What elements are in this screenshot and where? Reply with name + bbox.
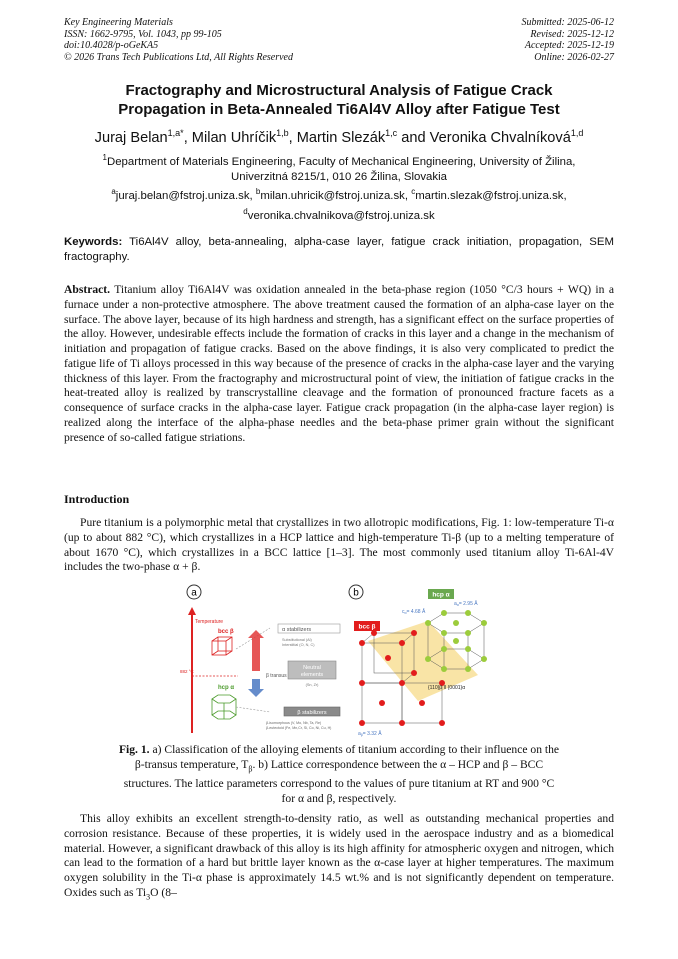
figure-panel-a [180, 585, 340, 733]
lattice-param-ca [402, 608, 426, 615]
journal-name: Key Engineering Materials [64, 17, 173, 28]
alpha-stab-interstitial: Interstitial (O, N, C) [282, 643, 315, 647]
email-sup: c [411, 187, 416, 196]
title-line-1: Fractography and Microstructural Analysis of Fatigue Crack [125, 82, 553, 99]
temperature-arrow-head [188, 607, 196, 615]
svg-text:aβ= 3.32 Å: $a_\beta= 3.32$ Å [358, 731, 382, 738]
panel-b-label: b [353, 587, 359, 599]
intro-p2-subscript: 3 [146, 892, 151, 902]
abstract [64, 283, 614, 445]
hcp-prism-icon [212, 695, 236, 719]
beta-stabilizers-label: β stabilizers [297, 710, 327, 716]
intro-p2-text-end: O (8– [150, 885, 177, 899]
caption-text-1: a) Classification of the alloying elements of titanium according to their influence on the β-transus temperature, T [134, 743, 560, 771]
email-list [40, 184, 638, 224]
email-sup: b [255, 187, 261, 196]
journal-header-right [522, 17, 615, 63]
caption-text-2: . b) Lattice correspondence between the α – HCP and β – BCC structures. The lattice parameters correspond to the values of pure titanium at RT and 900 °C for α and β, respectively. [123, 757, 555, 805]
author-list: Juraj Belan$^{1,a*}$, Milan Uhríčik$^{1,b}$, Martin Slezák$^{1,c}$ and Veronika Chvalníková$^{1,d}$ [94, 128, 584, 146]
caption-subscript: β [248, 764, 253, 774]
orientation-relation-label: {110}β II {0001}α [428, 685, 466, 691]
intro-p2-text: This alloy exhibits an excellent strength-to-density ratio, as well as outstanding mechanical properties and corrosion resistance. Because of these properties, it is widely used in the aerospace industry and as a biomedical material. However, a significant drawback of this alloy is its high affinity for atmospheric oxygen and nitrogen, which can lead to the formation of a hard but brittle layer known as the α-case layer at higher temperatures. The maximum oxygen solubility in the Ti-α phase is approximately 14.5 wt.% and is not significantly dependent on temperature. Oxides such as Ti [64, 812, 614, 899]
section-heading-introduction: Introduction [64, 492, 130, 506]
paper-title [40, 81, 638, 119]
affiliation [50, 150, 628, 185]
elements-label: elements [300, 672, 324, 678]
neutral-label: Neutral [303, 665, 321, 671]
panel-a-label: a [191, 587, 197, 599]
affiliation-sup: 1 [102, 153, 107, 162]
hcp-guide-line [236, 707, 270, 712]
email-link[interactable]: milan.uhricik@fstroj.uniza.sk, [260, 189, 409, 202]
revised-date: Revised: 2025-12-12 [530, 28, 614, 40]
beta-eutectoid-label: β-eutectoid (Fe, Mn,Cr, Si, Co, Ni, Cu, H) [266, 726, 332, 730]
online-date: Online: 2026-02-27 [534, 51, 614, 63]
svg-text:cα= 4.68 Å: $c_\alpha= 4.68$ Å [402, 609, 426, 616]
author-name: Milan Uhríčik [191, 129, 277, 146]
intro-paragraph-2 [64, 812, 614, 905]
bcc-cube-icon [212, 637, 232, 655]
caption-label: Fig. 1. [118, 743, 150, 756]
email-sup: d [243, 206, 248, 216]
issn-line: ISSN: 1662-9795, Vol. 1043, pp 99-105 [64, 28, 222, 40]
submitted-date: Submitted: 2025-06-12 [521, 17, 614, 28]
beta-transus-label: β transus [266, 673, 287, 679]
affiliation-line-1: Department of Materials Engineering, Faculty of Mechanical Engineering, University of Žilina, [106, 155, 576, 168]
author-sup: 1,a* [167, 128, 184, 138]
intro-p1-text: Pure titanium is a polymorphic metal that crystallizes in two allotropic modifications, Fig. 1: low-temperature Ti-α (up to about 882 °C), which crystallizes in a HCP lattice and high-temperature Ti-β (up to a melting temperature of about 1670 °C), which crystallizes in a BCC lattice [1–3]. The most commonly used titanium alloy Ti-6Al-4V includes the two-phase α + β. [64, 516, 614, 574]
figure-panel-b [349, 585, 487, 737]
beta-isomorphous-label: β-isomorphous (V, Mo, Nb, Ta, Re) [266, 721, 322, 725]
author-and: and [401, 129, 426, 146]
bcc-beta-tag-label: bcc β [358, 623, 376, 631]
author-name: Martin Slezák [296, 129, 386, 146]
abstract-text: Titanium alloy Ti6Al4V was oxidation annealed in the beta-phase region (1050 °C/3 hours + WQ) in a furnace under a non-protective atmosphere. The above treatment caused the formation of an alpha-case layer on the surface. The above layer, because of its high hardness and strength, has a significant effect on the surface properties of the alloy. However, undesirable effects include the formation of cracks in this layer and a change in the mechanism of initiation and propagation of fatigue cracks. Based on the above findings, it is also very complicated to predict the fatigue life of Ti alloys processed in this way because of the presence of cracks in the alpha-case layer and the varying thickness of this layer. From the fractography and microstructural point of view, the initiation of fatigue cracks in the heat-treated alloy is realized by transcrystalline cleavage and the formation of pronounced fracture facets as a consequence of surface cracks in the alpha-case layer. Fatigue crack propagation (in the alpha-case layer region) is realized along the interface of the alpha-phase needles and the beta-phase primer grain without the significant presence of so-called fatigue striations. [64, 283, 614, 444]
affiliation-line-2: Univerzitná 8215/1, 010 26 Žilina, Slovakia [231, 170, 447, 183]
author-name: Veronika Chvalníková [429, 129, 571, 146]
title-line-2: Propagation in Beta-Annealed Ti6Al4V Alloy after Fatigue Test [118, 101, 560, 118]
email-link[interactable]: martin.slezak@fstroj.uniza.sk, [415, 189, 567, 202]
temp-882-label: 882 °C [180, 669, 194, 674]
temperature-label: Temperature [195, 619, 224, 625]
figure-1-caption [118, 743, 560, 806]
beta-stabilizer-arrow [248, 679, 264, 697]
keywords-label: Keywords: [64, 236, 123, 248]
hcp-label: hcp α [218, 685, 235, 691]
accepted-date: Accepted: 2025-12-19 [524, 40, 614, 52]
hcp-alpha-tag-label: hcp α [432, 591, 450, 599]
email-link[interactable]: juraj.belan@fstroj.uniza.sk, [115, 189, 253, 202]
keywords [64, 235, 614, 265]
bcc-label: bcc β [218, 629, 234, 635]
keywords-text: Ti6Al4V alloy, beta-annealing, alpha-case layer, fatigue crack initiation, propagation, SEM fractography. [64, 236, 614, 263]
author-sup: 1,b [276, 128, 289, 138]
alpha-stabilizers-label: α stabilizers [282, 627, 312, 633]
email-link[interactable]: veronika.chvalnikova@fstroj.uniza.sk [247, 209, 435, 222]
author-sup: 1,d [570, 128, 584, 138]
abstract-label: Abstract. [64, 283, 111, 296]
author-name: Juraj Belan [94, 129, 168, 146]
email-sup: a [111, 187, 116, 196]
lattice-param-ab [358, 730, 382, 737]
svg-text:aα= 2.95 Å: $a_\alpha= 2.95$ Å [454, 601, 478, 608]
lattice-param-aa [454, 600, 478, 607]
journal-header-left [64, 17, 293, 63]
figure-1 [178, 583, 500, 741]
alpha-stab-substitutional: Substitutional (Al) [282, 638, 312, 642]
intro-paragraph-1 [64, 516, 614, 575]
author-sup: 1,c [385, 128, 398, 138]
copyright-line: © 2026 Trans Tech Publications Ltd, All Rights Reserved [64, 51, 293, 63]
alpha-stabilizer-arrow [248, 630, 264, 671]
neutral-sub-label: (Sn, Zr) [305, 683, 319, 687]
doi-line: doi:10.4028/p-oGeKA5 [64, 40, 159, 52]
